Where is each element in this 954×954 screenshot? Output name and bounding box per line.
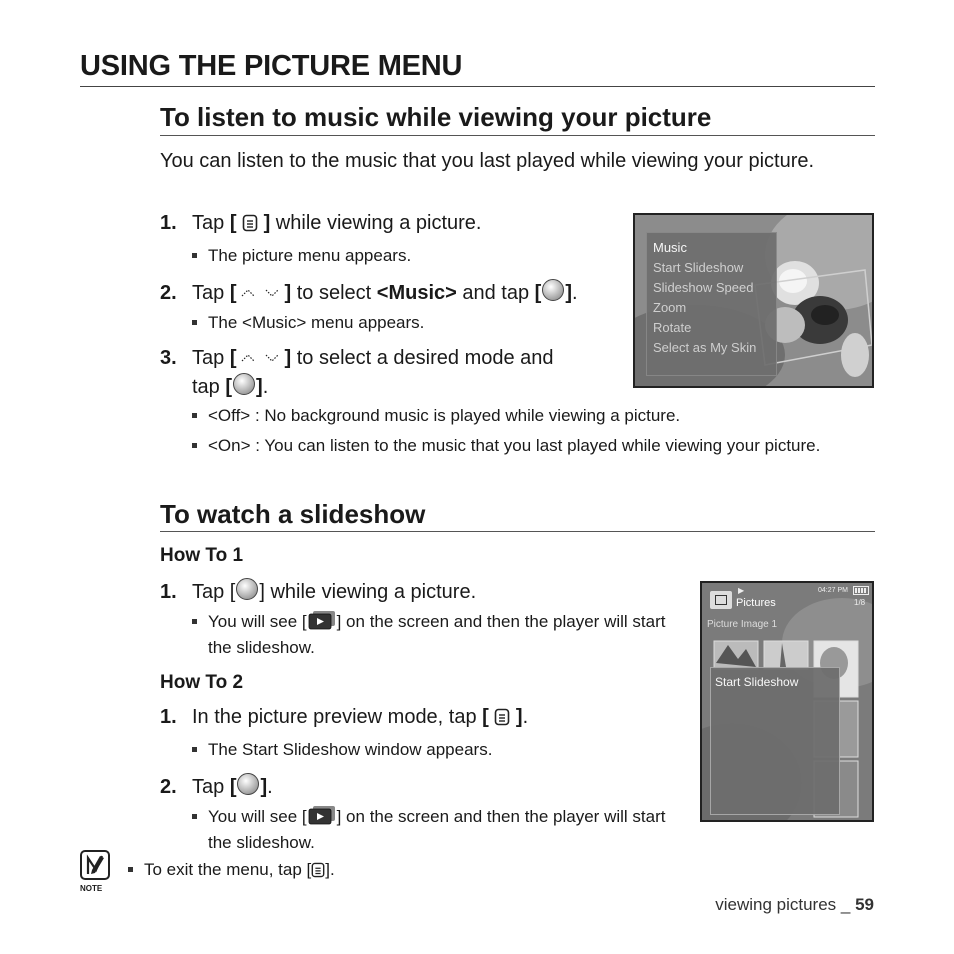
- howto-2-step-1: [160, 704, 528, 733]
- step-number: 2.: [160, 282, 177, 304]
- picture-menu-panel: [646, 232, 777, 376]
- section-music-title: To listen to music while viewing your picture: [160, 102, 712, 132]
- howto-2-title: How To 2: [160, 672, 244, 693]
- bracket: ]: [565, 282, 572, 304]
- step-text: .: [267, 776, 273, 798]
- bracket: [: [482, 706, 495, 728]
- music-step-1: [160, 210, 481, 239]
- up-down-arrows-icon: [236, 283, 284, 309]
- menu-item-rotate[interactable]: Rotate: [653, 320, 692, 335]
- bracket: [: [229, 347, 237, 369]
- step-text: Tap [: [192, 581, 236, 603]
- bracket: [: [225, 376, 233, 398]
- footer-section: viewing pictures _: [715, 895, 856, 914]
- folder-title: Pictures: [736, 597, 776, 609]
- battery-icon: [853, 586, 869, 595]
- step-number: 1.: [160, 212, 177, 234]
- step-text: Tap: [192, 212, 230, 234]
- step-number: 2.: [160, 776, 177, 798]
- page-footer: [715, 895, 874, 915]
- step-text: Tap: [192, 282, 230, 304]
- bracket: [: [229, 212, 243, 234]
- bracket: ]: [510, 706, 523, 728]
- menu-item-slideshow-speed[interactable]: Slideshow Speed: [653, 280, 754, 295]
- menu-item-select-as-my-skin[interactable]: Select as My Skin: [653, 340, 757, 355]
- music-step-3-line2: [192, 372, 268, 403]
- note-label: NOTE: [80, 884, 103, 893]
- slideshow-play-icon: [307, 805, 337, 831]
- bracket: [: [229, 776, 237, 798]
- picture-count: 1/8: [854, 598, 866, 607]
- select-button-icon: [236, 772, 260, 803]
- select-button-icon: [232, 372, 256, 403]
- step-text: .: [262, 376, 269, 398]
- picture-menu-screenshot: [633, 213, 874, 388]
- howto-2-step-1-bullet: The Start Slideshow window appears.: [208, 738, 668, 761]
- music-step-3: [160, 345, 554, 374]
- step-text: to select: [291, 282, 377, 304]
- howto-2-step-2: [160, 772, 273, 803]
- start-slideshow-item[interactable]: Start Slideshow: [715, 675, 799, 689]
- menu-item-zoom[interactable]: Zoom: [653, 300, 687, 315]
- section-music-intro: You can listen to the music that you last played while viewing your picture.: [160, 150, 815, 172]
- start-slideshow-popup: [710, 667, 840, 815]
- music-item: <Music>: [376, 282, 457, 304]
- slideshow-screenshot: [700, 581, 874, 822]
- howto-1-bullet: You will see [ ] on the screen and then the player will start the slideshow.: [208, 610, 668, 659]
- music-step-3-bullet-off: <Off> : No background music is played while viewing a picture.: [208, 404, 868, 427]
- howto-2-step-2-bullet: You will see [ ] on the screen and then the player will start the slideshow.: [208, 805, 668, 854]
- section-slideshow-title: To watch a slideshow: [160, 499, 426, 529]
- bracket: ]: [284, 282, 292, 304]
- menu-icon: [494, 707, 510, 733]
- howto-1-step-1: [160, 577, 476, 608]
- section-music-rule: [160, 135, 875, 136]
- page-title: USING THE PICTURE MENU: [80, 50, 463, 82]
- step-text: .: [522, 706, 529, 728]
- step-number: 3.: [160, 347, 177, 369]
- pictures-folder-icon: [710, 591, 732, 609]
- music-step-3-bullet-on: <On> : You can listen to the music that you last played while viewing your picture.: [208, 434, 868, 457]
- music-step-2: [160, 278, 578, 309]
- bracket: [: [229, 282, 237, 304]
- menu-item-start-slideshow[interactable]: Start Slideshow: [653, 260, 744, 275]
- step-text: to select a desired mode and: [291, 347, 554, 369]
- step-text: Tap: [192, 347, 230, 369]
- step-number: 1.: [160, 581, 177, 603]
- menu-icon: [311, 861, 325, 884]
- bracket: ]: [258, 212, 271, 234]
- step-text: .: [572, 282, 578, 304]
- step-text: Tap: [192, 776, 230, 798]
- music-step-1-bullet: The picture menu appears.: [208, 244, 628, 267]
- title-rule: [80, 86, 875, 87]
- play-indicator-icon: ▶: [738, 586, 745, 595]
- step-text: while viewing a picture.: [270, 212, 482, 234]
- page-number: 59: [855, 895, 874, 914]
- menu-item-music[interactable]: Music: [653, 240, 687, 255]
- select-button-icon: [541, 278, 565, 309]
- bracket: ]: [284, 347, 292, 369]
- step-text: ] while viewing a picture.: [259, 581, 477, 603]
- step-text: and tap: [456, 282, 535, 304]
- select-button-icon: [235, 577, 259, 608]
- section-slideshow-rule: [160, 531, 875, 532]
- step-number: 1.: [160, 706, 177, 728]
- howto-1-title: How To 1: [160, 545, 244, 566]
- step-text: In the picture preview mode, tap: [192, 706, 483, 728]
- step-text: tap: [192, 376, 226, 398]
- up-down-arrows-icon: [236, 348, 284, 374]
- music-step-2-bullet: The <Music> menu appears.: [208, 311, 628, 334]
- note-icon: [80, 850, 110, 880]
- bracket: ]: [256, 376, 263, 398]
- bracket: [: [534, 282, 542, 304]
- slideshow-play-icon: [307, 610, 337, 636]
- bracket: ]: [260, 776, 268, 798]
- clock: 04:27 PM: [818, 587, 848, 594]
- picture-name: Picture Image 1: [707, 619, 778, 630]
- note-text: To exit the menu, tap [ ].: [144, 858, 544, 884]
- menu-icon: [242, 213, 258, 239]
